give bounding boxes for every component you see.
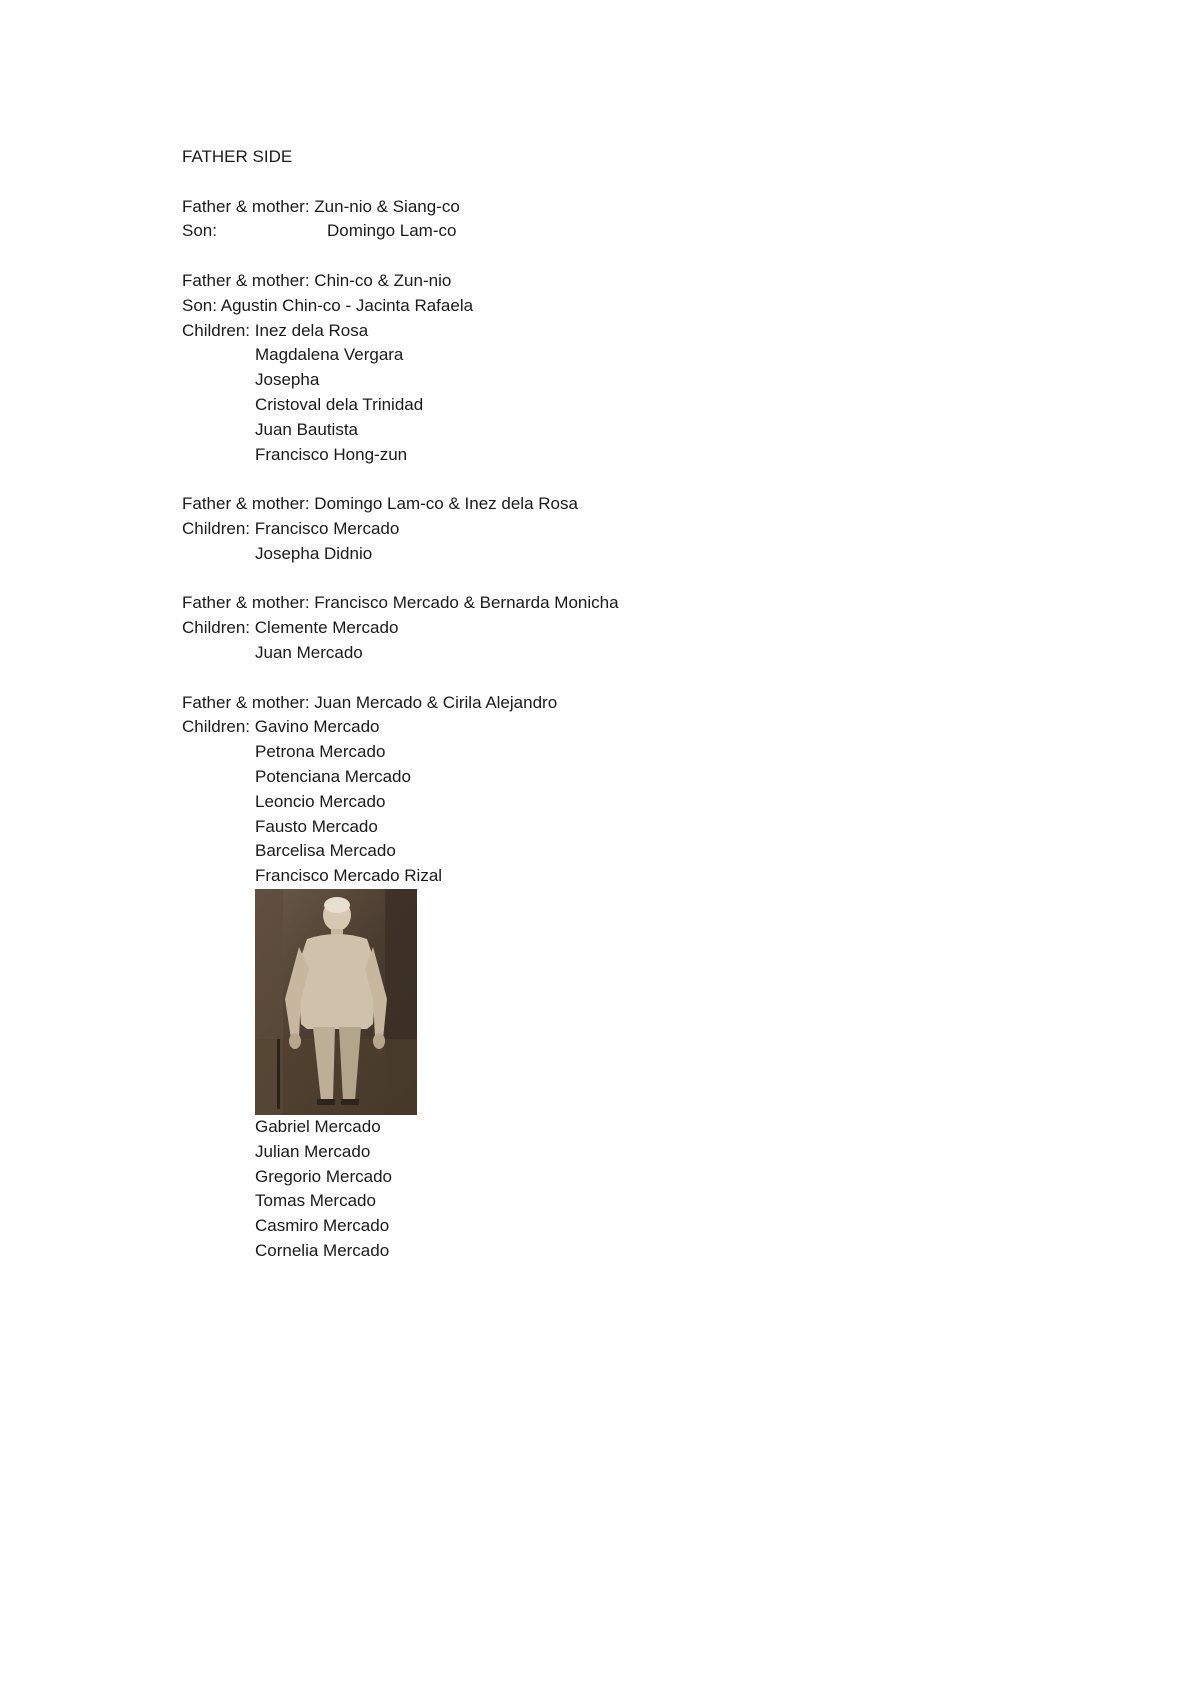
child-name: Francisco Hong-zun <box>255 444 408 464</box>
child-name: Josepha Didnio <box>255 543 373 563</box>
child-name: Magdalena Vergara <box>255 345 404 365</box>
child-name: Josepha <box>255 370 320 390</box>
children-line: Children: Gavino Mercado <box>182 717 380 737</box>
child-name: Gregorio Mercado <box>255 1166 393 1186</box>
child-name: Cristoval dela Trinidad <box>255 394 424 414</box>
child-name: Gabriel Mercado <box>255 1116 381 1136</box>
page-title: FATHER SIDE <box>182 147 293 166</box>
child-name: Francisco Mercado Rizal <box>255 866 443 886</box>
son-line: Son: Domingo Lam-co <box>182 221 457 241</box>
child-name: Barcelisa Mercado <box>255 841 396 861</box>
parents-line: Father & mother: Zun-nio & Siang-co <box>182 196 460 216</box>
parents-line: Father & mother: Juan Mercado & Cirila Alejandro <box>182 692 558 712</box>
parents-line: Father & mother: Domingo Lam-co & Inez dela Rosa <box>182 494 578 514</box>
portrait-photo <box>255 889 417 1115</box>
child-name: Julian Mercado <box>255 1141 371 1161</box>
child-name: Petrona Mercado <box>255 742 386 762</box>
children-line: Children: Clemente Mercado <box>182 618 399 638</box>
children-line: Children: Inez dela Rosa <box>182 320 369 340</box>
child-name: Potenciana Mercado <box>255 766 411 786</box>
child-name: Tomas Mercado <box>255 1191 376 1211</box>
child-name: Cornelia Mercado <box>255 1240 390 1260</box>
document-body <box>182 145 1082 1264</box>
child-name: Juan Mercado <box>255 642 363 662</box>
parents-line: Father & mother: Chin-co & Zun-nio <box>182 270 452 290</box>
child-name: Leoncio Mercado <box>255 791 386 811</box>
children-line: Children: Francisco Mercado <box>182 518 400 538</box>
child-name: Fausto Mercado <box>255 816 378 836</box>
child-name: Juan Bautista <box>255 419 359 439</box>
parents-line: Father & mother: Francisco Mercado & Bernarda Monicha <box>182 593 619 613</box>
child-name: Casmiro Mercado <box>255 1216 390 1236</box>
son-line: Son: Agustin Chin-co - Jacinta Rafaela <box>182 295 474 315</box>
